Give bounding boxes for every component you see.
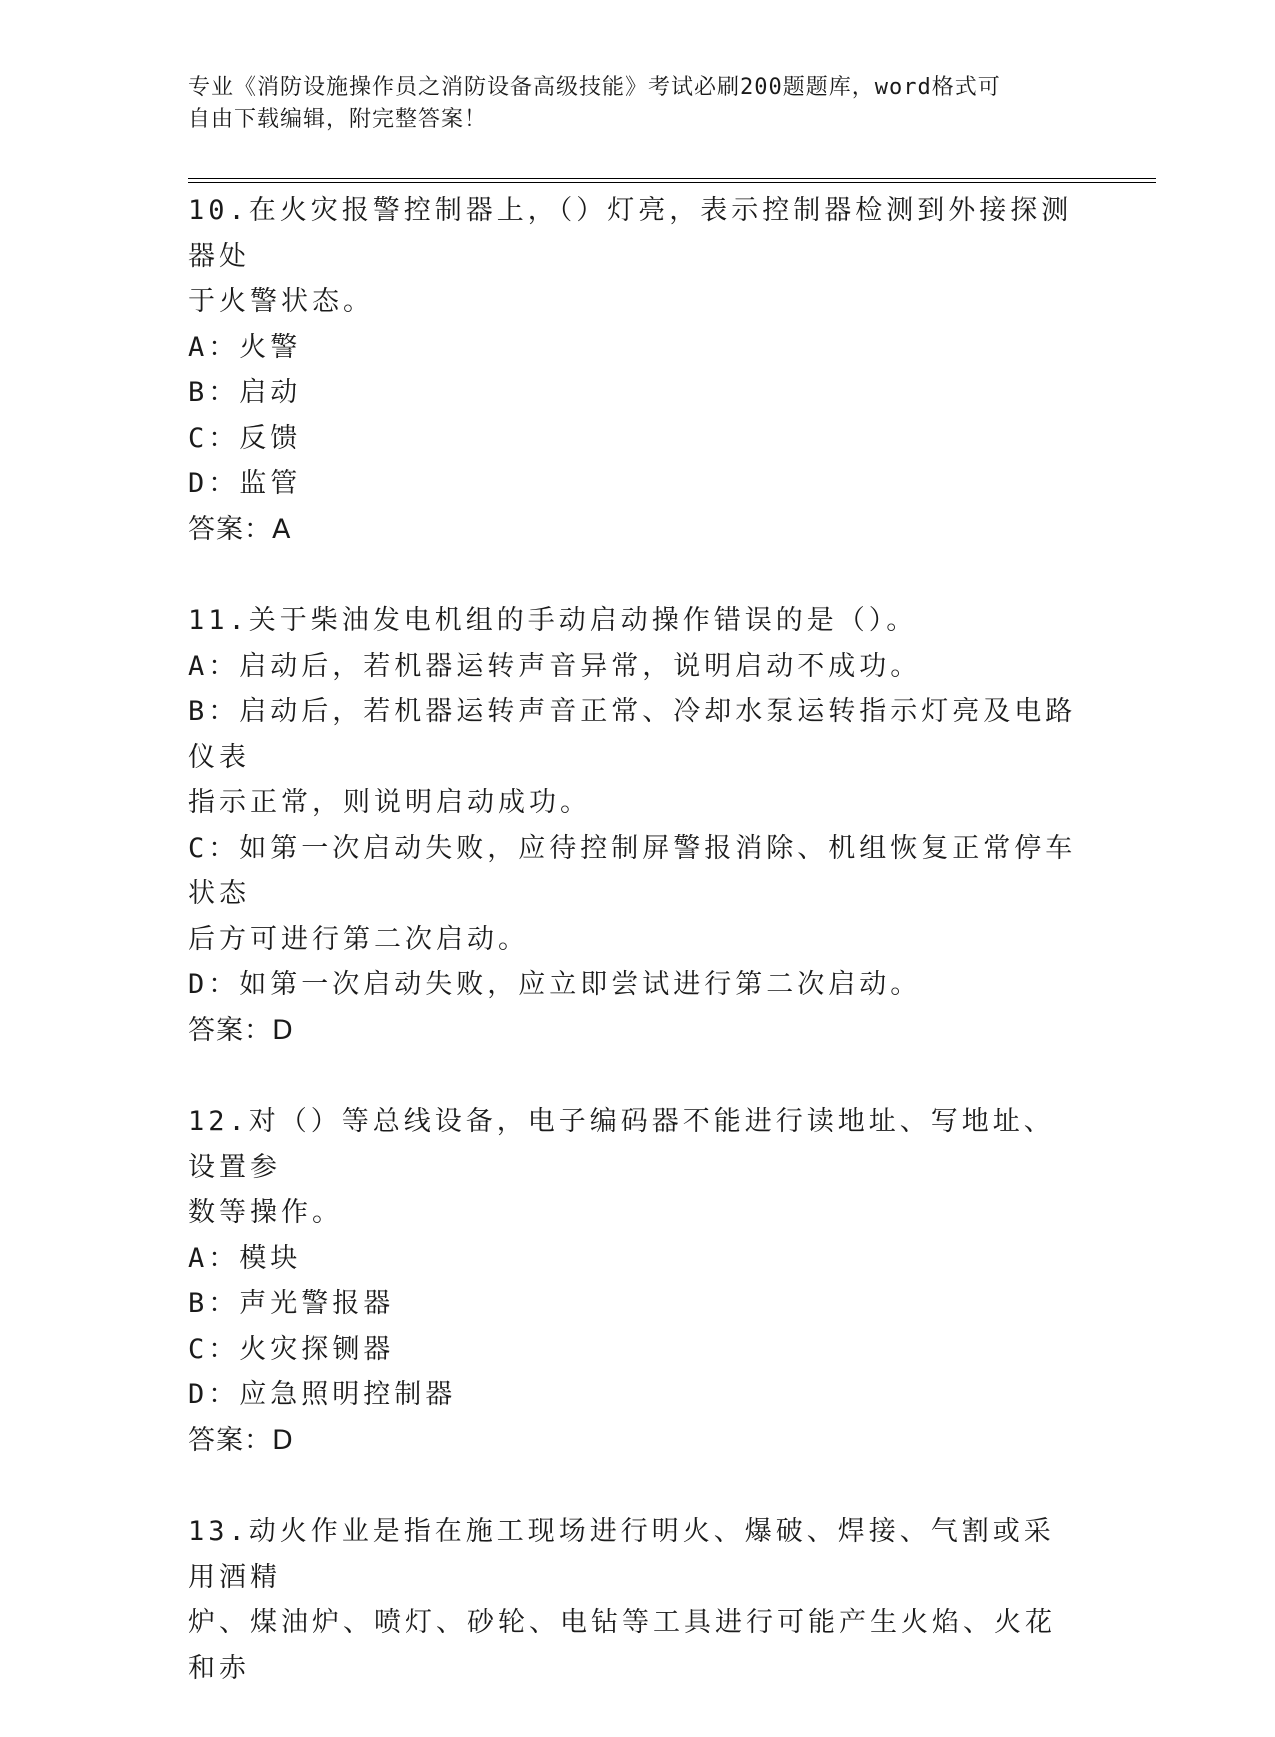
option-c: C：如第一次启动失败，应待控制屏警报消除、机组恢复正常停车状态 [188, 832, 1077, 909]
option-b: B：启动 [188, 377, 302, 408]
header-divider [188, 178, 1156, 183]
option-c-continued: 后方可进行第二次启动。 [188, 923, 529, 955]
answer-line: 答案：A [188, 513, 292, 545]
question-10 [188, 188, 1078, 552]
question-12 [188, 1099, 1078, 1463]
option-c: C：反馈 [188, 422, 302, 454]
header-line-2: 自由下载编辑，附完整答案！ [188, 107, 488, 132]
question-stem-line: 于火警状态。 [188, 286, 374, 317]
question-list [188, 188, 1078, 1737]
option-b: B：声光警报器 [188, 1288, 395, 1319]
document-header [188, 72, 1068, 136]
question-11 [188, 598, 1078, 1053]
question-stem-line: 10.在火灾报警控制器上，（）灯亮，表示控制器检测到外接探测器处 [188, 195, 1073, 272]
option-d: D：监管 [188, 468, 302, 499]
header-line-1: 专业《消防设施操作员之消防设备高级技能》考试必刷200题题库，word格式可 [188, 75, 1001, 100]
option-a: A：火警 [188, 331, 302, 363]
option-a: A：模块 [188, 1242, 302, 1274]
question-13 [188, 1509, 1078, 1691]
option-d: D：如第一次启动失败，应立即尝试进行第二次启动。 [188, 969, 922, 1000]
option-b-continued: 指示正常，则说明启动成功。 [188, 787, 591, 818]
question-stem-line: 13.动火作业是指在施工现场进行明火、爆破、焊接、气割或采用酒精 [188, 1516, 1055, 1593]
option-a: A：启动后，若机器运转声音异常，说明启动不成功。 [188, 650, 922, 682]
option-c: C：火灾探铡器 [188, 1333, 395, 1365]
option-b: B：启动后，若机器运转声音正常、冷却水泵运转指示灯亮及电路仪表 [188, 696, 1077, 773]
answer-line: 答案：D [188, 1424, 294, 1456]
answer-line: 答案：D [188, 1014, 294, 1046]
question-stem-line: 11.关于柴油发电机组的手动启动操作错误的是（）。 [188, 605, 918, 636]
question-stem-line: 数等操作。 [188, 1197, 343, 1228]
question-stem-line: 炉、煤油炉、喷灯、砂轮、电钻等工具进行可能产生火焰、火花和赤 [188, 1607, 1056, 1684]
option-d: D：应急照明控制器 [188, 1379, 457, 1410]
question-stem-line: 12.对（）等总线设备，电子编码器不能进行读地址、写地址、设置参 [188, 1106, 1055, 1183]
